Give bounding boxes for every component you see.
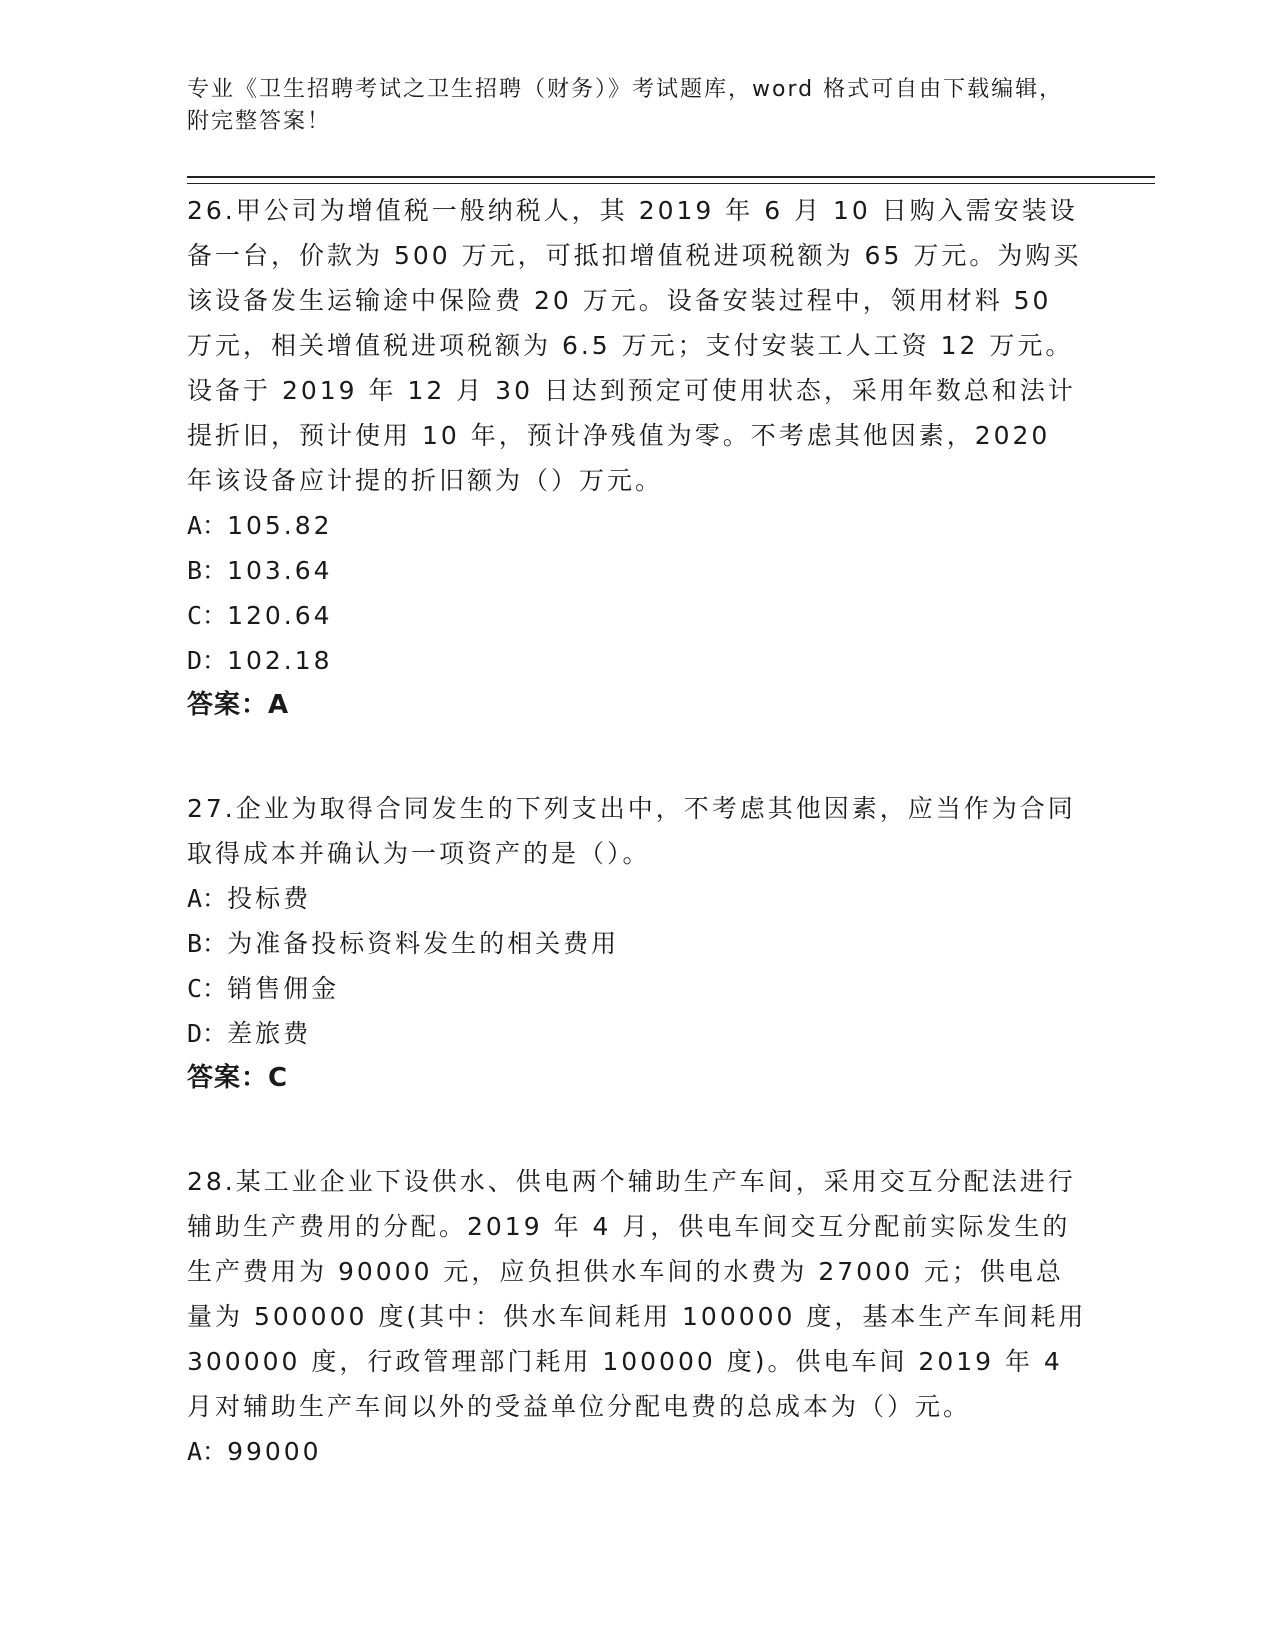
option-text: 120.64 (227, 601, 333, 630)
option-label: A： (187, 511, 228, 540)
option-a (187, 503, 1087, 548)
option-text: 105.82 (227, 511, 333, 540)
option-a (187, 876, 1087, 921)
answer: 答案：A (187, 690, 290, 720)
document-header: 专业《卫生招聘考试之卫生招聘（财务）》考试题库，word 格式可自由下载编辑，附完整答案！ (187, 77, 1064, 134)
option-text: 差旅费 (227, 1019, 312, 1048)
header-divider-thin (187, 183, 1155, 184)
option-d (187, 638, 1087, 683)
option-text: 102.18 (227, 646, 333, 675)
option-text: 投标费 (227, 884, 312, 913)
option-b (187, 548, 1087, 593)
option-label: A： (187, 884, 228, 913)
question-text: 27.企业为取得合同发生的下列支出中，不考虑其他因素，应当作为合同取得成本并确认为一项资产的是（）。 (187, 794, 1076, 868)
option-c (187, 593, 1087, 638)
option-text: 103.64 (227, 556, 333, 585)
question-28 (187, 1159, 1087, 1474)
option-a (187, 1429, 1087, 1474)
question-list (187, 188, 1087, 1532)
option-label: B： (187, 556, 228, 585)
option-text: 销售佣金 (227, 974, 340, 1003)
option-b (187, 921, 1087, 966)
question-text: 26.甲公司为增值税一般纳税人，其 2019 年 6 月 10 日购入需安装设备一台，价款为 500 万元，可抵扣增值税进项税额为 65 万元。为购买该设备发生运输途中保险费 20 万元。设备安装过程中，领用材料 50 万元，相关增值税进项税额为 6.5 万元；支付安装工人工资 12 万元。设备于 2019 年 12 月 30 日达到预定可使用状态，采用年数总和法计提折旧，预计使用 10 年，预计净残值为零。不考虑其他因素，2020 年该设备应计提的折旧额为（）万元。 (187, 196, 1082, 495)
option-label: B： (187, 929, 228, 958)
question-27 (187, 786, 1087, 1101)
option-label: C： (187, 974, 228, 1003)
header-divider-thick (187, 176, 1155, 178)
option-c (187, 966, 1087, 1011)
option-d (187, 1011, 1087, 1056)
option-label: D： (187, 646, 228, 675)
question-26 (187, 188, 1087, 728)
option-label: C： (187, 601, 228, 630)
question-text: 28.某工业企业下设供水、供电两个辅助生产车间，采用交互分配法进行辅助生产费用的分配。2019 年 4 月，供电车间交互分配前实际发生的生产费用为 90000 元，应负担供水车间的水费为 27000 元；供电总量为 500000 度(其中：供水车间耗用 100000 度，基本生产车间耗用 300000 度，行政管理部门耗用 100000 度)。供电车间 2019 年 4 月对辅助生产车间以外的受益单位分配电费的总成本为（）元。 (187, 1167, 1087, 1421)
option-label: A： (187, 1437, 228, 1466)
option-text: 99000 (227, 1437, 322, 1466)
option-label: D： (187, 1019, 228, 1048)
option-text: 为准备投标资料发生的相关费用 (227, 929, 620, 958)
answer: 答案：C (187, 1063, 289, 1093)
